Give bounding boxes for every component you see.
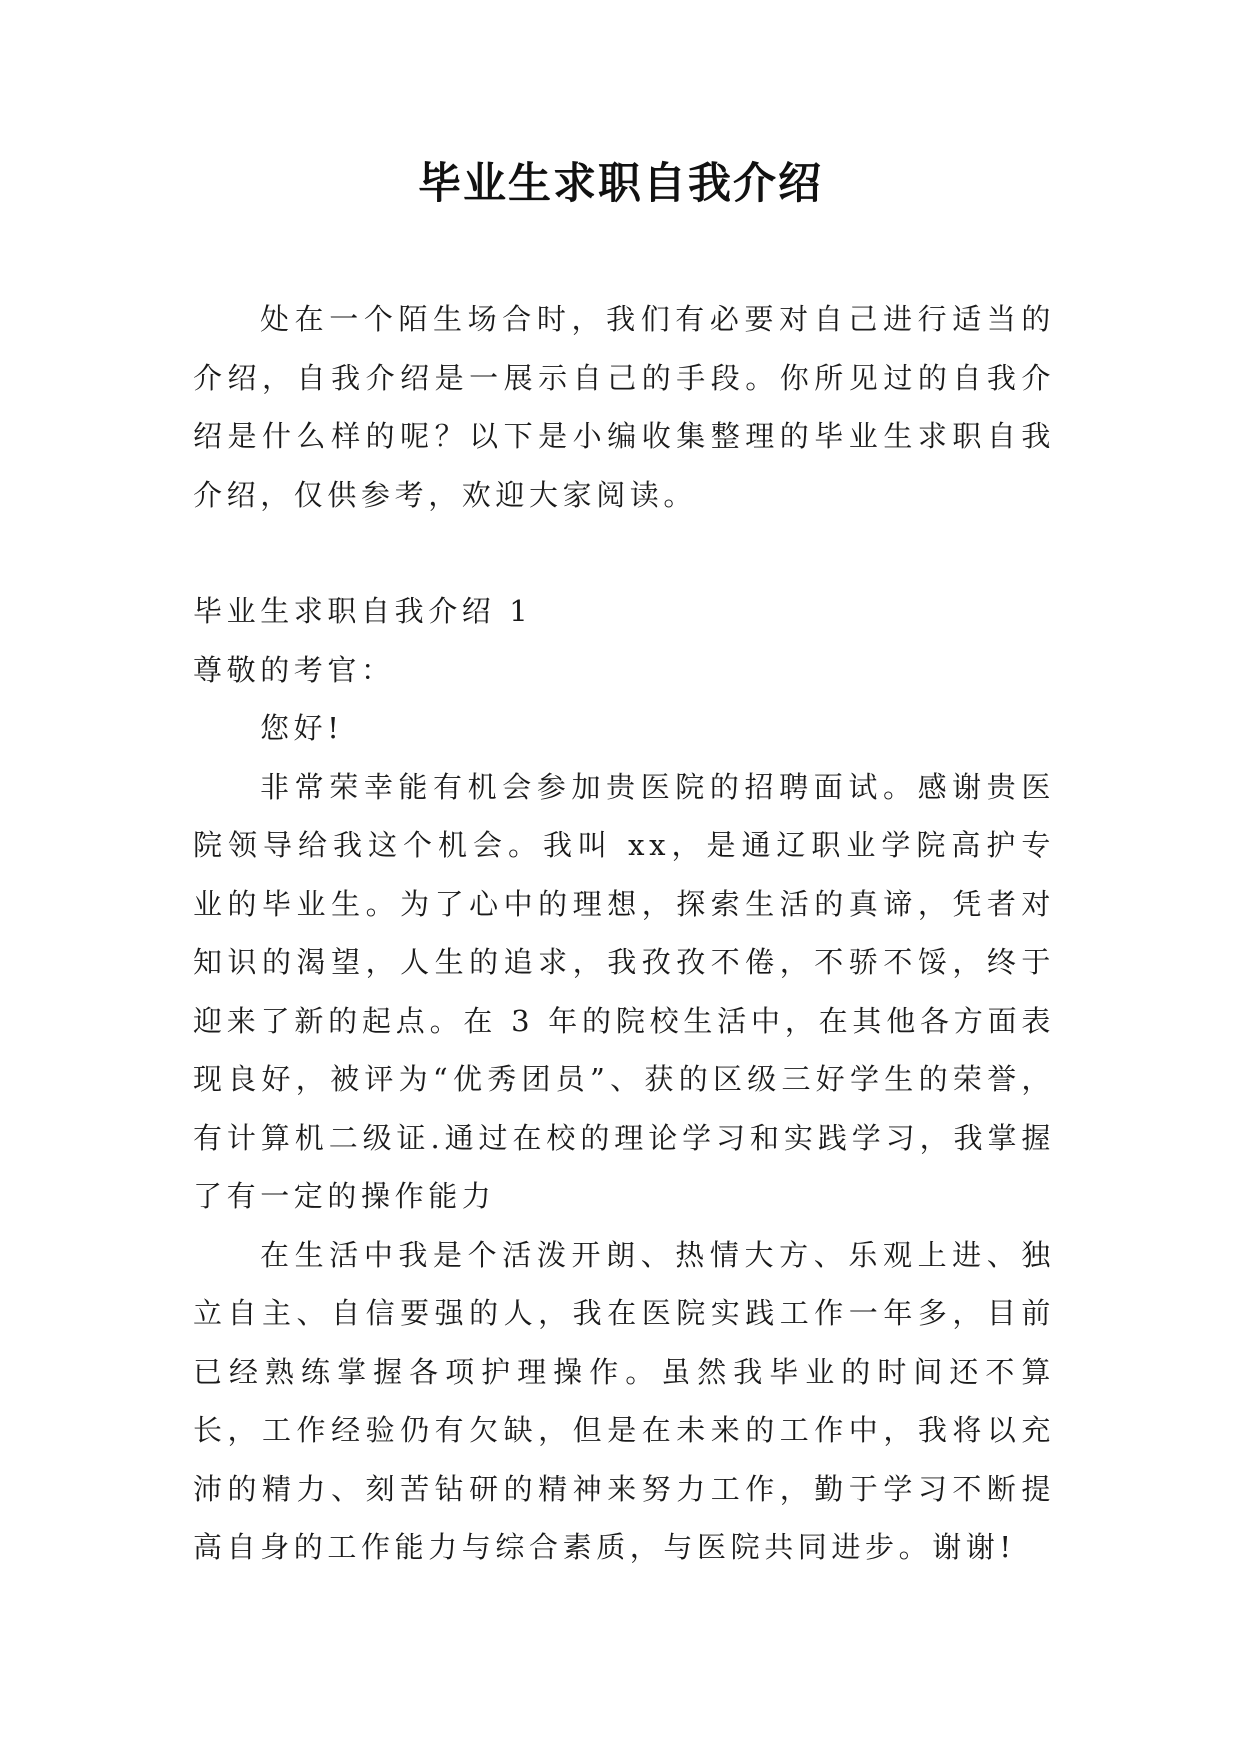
document-body bbox=[193, 290, 1055, 1577]
intro-paragraph: 处在一个陌生场合时，我们有必要对自己进行适当的介绍，自我介绍是一展示自己的手段。你所见过的自我介绍是什么样的呢？以下是小编收集整理的毕业生求职自我介绍，仅供参考，欢迎大家阅读。 bbox=[193, 302, 1055, 512]
salutation: 尊敬的考官： bbox=[193, 652, 395, 687]
body-paragraph: 非常荣幸能有机会参加贵医院的招聘面试。感谢贵医院领导给我这个机会。我叫 xx，是通辽职业学院高护专业的毕业生。为了心中的理想，探索生活的真谛，凭者对知识的渴望，人生的追求，我孜孜不倦，不骄不馁，终于迎来了新的起点。在 3 年的院校生活中，在其他各方面表现良好，被评为“优秀团员”、获的区级三好学生的荣誉，有计算机二级证.通过在校的理论学习和实践学习，我掌握了有一定的操作能力 bbox=[193, 769, 1055, 1213]
body-paragraph: 在生活中我是个活泼开朗、热情大方、乐观上进、独立自主、自信要强的人，我在医院实践工作一年多，目前已经熟练掌握各项护理操作。虽然我毕业的时间还不算长，工作经验仍有欠缺，但是在未来的工作中，我将以充沛的精力、刻苦钻研的精神来努力工作，勤于学习不断提高自身的工作能力与综合素质，与医院共同进步。谢谢! bbox=[193, 1237, 1055, 1564]
greeting: 您好! bbox=[260, 711, 344, 745]
section-heading: 毕业生求职自我介绍 1 bbox=[193, 594, 533, 628]
document-title: 毕业生求职自我介绍 bbox=[418, 159, 823, 209]
